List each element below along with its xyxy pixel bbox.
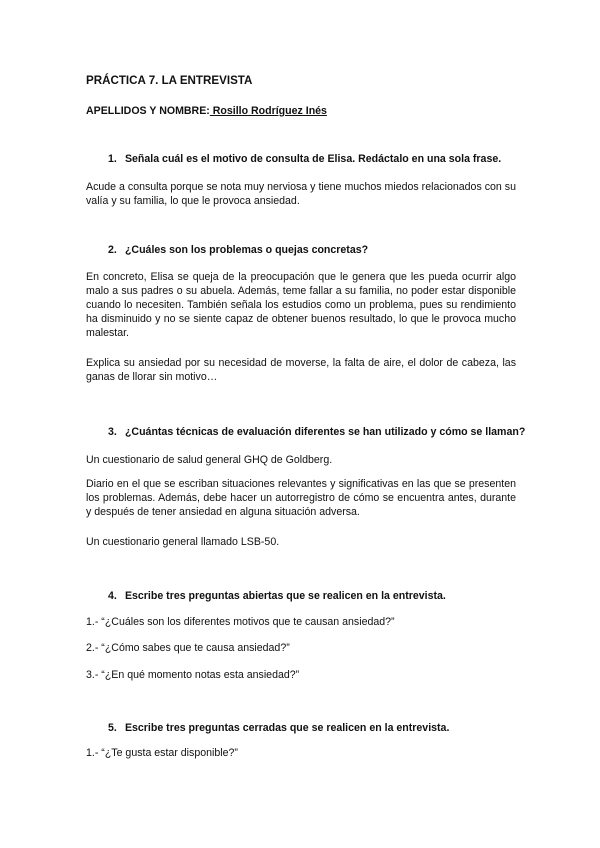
answer-paragraph: Acude a consulta porque se nota muy nerviosa y tiene muchos miedos relacionados con su valía y su familia, lo que le provoca ansiedad. xyxy=(86,181,516,207)
question-2 xyxy=(108,243,368,257)
question-3 xyxy=(108,425,525,439)
question-number: 4. xyxy=(108,590,117,602)
document-title: PRÁCTICA 7. LA ENTREVISTA xyxy=(86,74,253,87)
question-4 xyxy=(108,589,446,603)
question-text: Escribe tres preguntas abiertas que se realicen en la entrevista. xyxy=(124,590,446,602)
name-value: Rosillo Rodríguez Inés xyxy=(209,105,327,117)
question-number: 3. xyxy=(108,426,117,438)
question-5 xyxy=(108,721,449,735)
list-item: 1.- “¿Te gusta estar disponible?” xyxy=(86,747,238,759)
question-1 xyxy=(108,152,501,166)
question-number: 5. xyxy=(108,722,117,734)
question-text: Escribe tres preguntas cerradas que se realicen en la entrevista. xyxy=(124,722,450,734)
question-number: 1. xyxy=(108,153,117,165)
answer-paragraph: Un cuestionario de salud general GHQ de Goldberg. xyxy=(86,454,333,466)
answer-paragraph: Un cuestionario general llamado LSB-50. xyxy=(86,536,280,548)
question-text: Señala cuál es el motivo de consulta de Elisa. Redáctalo en una sola frase. xyxy=(124,153,502,165)
answer-paragraph: Explica su ansiedad por su necesidad de moverse, la falta de aire, el dolor de cabeza, las ganas de llorar sin motivo… xyxy=(86,357,516,383)
question-text: ¿Cuáles son los problemas o quejas concretas? xyxy=(124,244,369,256)
question-number: 2. xyxy=(108,244,117,256)
student-name-line xyxy=(86,104,327,118)
list-item: 2.- “¿Cómo sabes que te causa ansiedad?” xyxy=(86,642,290,654)
question-text: ¿Cuántas técnicas de evaluación diferentes se han utilizado y cómo se llaman? xyxy=(124,426,526,438)
answer-paragraph: Diario en el que se escriban situaciones relevantes y significativas en las que se presenten los problemas. Además, debe hacer un autorregistro de cómo se encuentra antes, durante y después de tener ansiedad en alguna situación adversa. xyxy=(86,478,516,518)
name-label: APELLIDOS Y NOMBRE: xyxy=(86,105,210,117)
answer-paragraph: En concreto, Elisa se queja de la preocupación que le genera que les pueda ocurrir algo malo a sus padres o su abuela. Además, teme fallar a su familia, no poder estar disponible cuando lo necesiten. También señala los estudios como un problema, pues su rendimiento ha disminuido y no se siente capaz de obtener buenos resultado, lo que le provoca mucho malestar. xyxy=(86,271,516,339)
list-item: 1.- “¿Cuáles son los diferentes motivos que te causan ansiedad?” xyxy=(86,616,395,628)
list-item: 3.- “¿En qué momento notas esta ansiedad?” xyxy=(86,669,300,681)
